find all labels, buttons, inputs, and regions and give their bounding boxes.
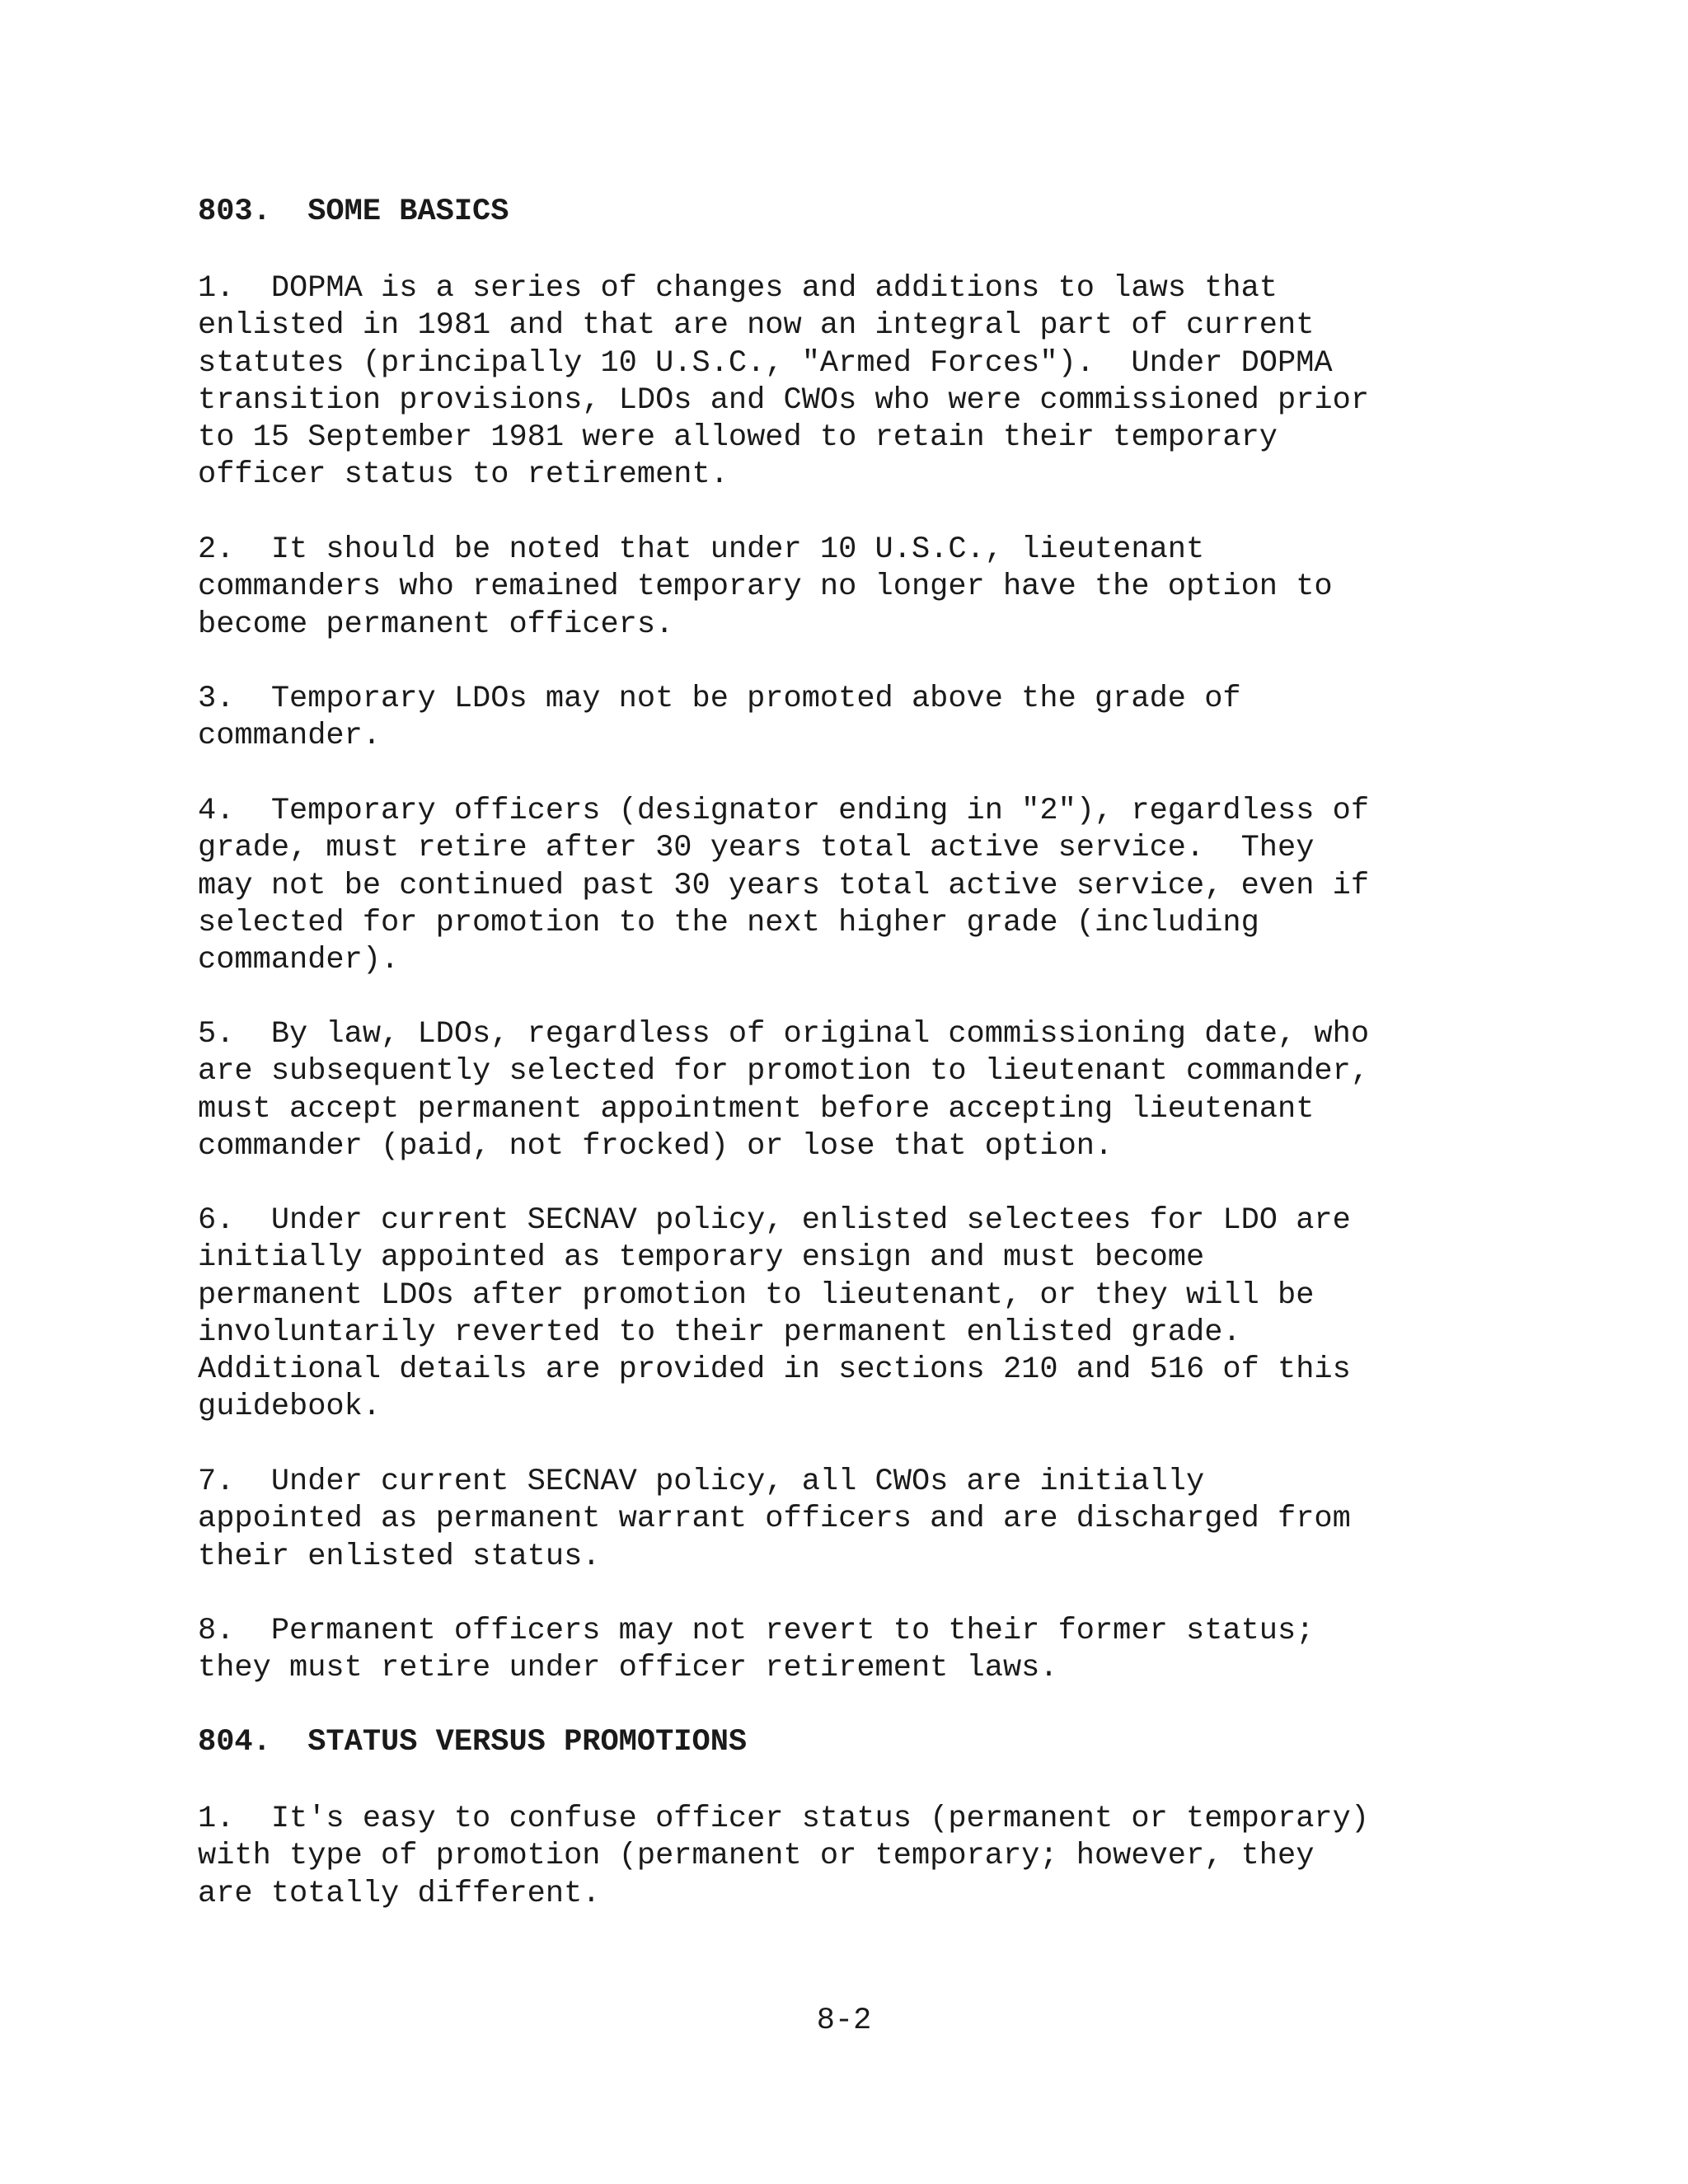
section-803-paragraph-7: 7. Under current SECNAV policy, all CWOs are initially appointed as permanent warrant officers and are discharged from their enlisted status. xyxy=(198,1465,1351,1574)
section-803-paragraph-8: 8. Permanent officers may not revert to their former status; they must retire under officer retirement laws. xyxy=(198,1614,1315,1686)
section-803-paragraph-4: 4. Temporary officers (designator ending in "2"), regardless of grade, must retire after 30 years total active service. They may not be continued past 30 years total active service, even if selected for promotion to the next higher grade (including commander). xyxy=(198,794,1370,978)
section-803-paragraph-6: 6. Under current SECNAV policy, enlisted selectees for LDO are initially appointed as temporary ensign and must become permanent LDOs after promotion to lieutenant, or they will be involuntarily reverted to their permanent enlisted grade. Additional details are provided in sections 210 and 516 of this guidebook. xyxy=(198,1203,1351,1425)
section-803-paragraph-5: 5. By law, LDOs, regardless of original commissioning date, who are subsequently selected for promotion to lieutenant commander, must accept permanent appointment before accepting lieutenant commander (paid, not frocked) or lose that option. xyxy=(198,1017,1370,1164)
section-804-paragraph-1: 1. It's easy to confuse officer status (permanent or temporary) with type of promotion (permanent or temporary; however, they are totally different. xyxy=(198,1802,1370,1911)
section-803-paragraph-2: 2. It should be noted that under 10 U.S.C., lieutenant commanders who remained temporary no longer have the option to become permanent officers. xyxy=(198,532,1333,642)
section-803-paragraph-3: 3. Temporary LDOs may not be promoted above the grade of commander. xyxy=(198,682,1241,754)
section-804-heading: 804. STATUS VERSUS PROMOTIONS xyxy=(198,1725,748,1760)
section-803-paragraph-1: 1. DOPMA is a series of changes and additions to laws that enlisted in 1981 and that are now an integral part of current statutes (principally 10 U.S.C., "Armed Forces"). Under DOPMA transition provisions, LDOs and CWOs who were commissioned prior to 15 September 1981 were allowed to retain their temporary officer status to retirement. xyxy=(198,271,1370,493)
section-803-heading: 803. SOME BASICS xyxy=(198,194,509,229)
page-number: 8-2 xyxy=(816,2004,872,2038)
